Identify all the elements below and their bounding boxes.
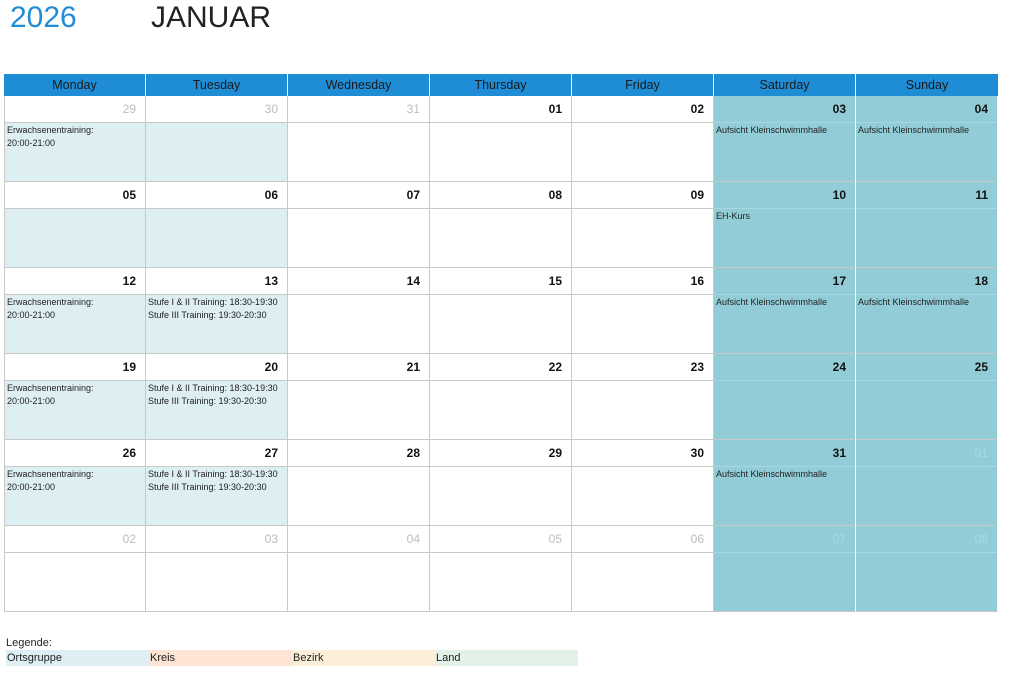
- day-events: Erwachsenentraining: 20:00-21:00: [5, 467, 145, 525]
- day-number: 27: [146, 440, 287, 467]
- day-events: [288, 295, 429, 353]
- day-events: [146, 553, 287, 611]
- calendar-day-cell[interactable]: [856, 268, 998, 354]
- day-events: [430, 295, 571, 353]
- day-events: [572, 381, 713, 439]
- day-number: 03: [714, 96, 855, 123]
- calendar-day-cell[interactable]: [714, 268, 856, 354]
- day-number: 29: [5, 96, 145, 123]
- calendar-day-cell[interactable]: [4, 182, 146, 268]
- calendar-day-cell[interactable]: [572, 268, 714, 354]
- day-number: 21: [288, 354, 429, 381]
- weekday-header: Friday: [572, 74, 714, 96]
- calendar-day-cell[interactable]: [146, 354, 288, 440]
- day-events: Aufsicht Kleinschwimmhalle: [856, 123, 997, 181]
- day-number: 06: [572, 526, 713, 553]
- calendar-week-row: [4, 268, 1004, 354]
- day-events: [146, 209, 287, 267]
- day-events: [430, 553, 571, 611]
- day-number: 07: [288, 182, 429, 209]
- day-number: 23: [572, 354, 713, 381]
- legend-item: Kreis: [149, 650, 292, 666]
- day-number: 20: [146, 354, 287, 381]
- day-events: [288, 381, 429, 439]
- calendar-day-cell[interactable]: [288, 182, 430, 268]
- day-number: 08: [856, 526, 997, 553]
- day-number: 30: [146, 96, 287, 123]
- day-events: [430, 467, 571, 525]
- day-events: [146, 123, 287, 181]
- day-events: Aufsicht Kleinschwimmhalle: [714, 295, 855, 353]
- calendar-day-cell[interactable]: [288, 354, 430, 440]
- day-events: [288, 123, 429, 181]
- calendar-day-cell[interactable]: [288, 268, 430, 354]
- day-number: 05: [5, 182, 145, 209]
- day-events: [572, 553, 713, 611]
- day-events: Erwachsenentraining: 20:00-21:00: [5, 295, 145, 353]
- day-number: 31: [288, 96, 429, 123]
- calendar-day-cell[interactable]: [856, 354, 998, 440]
- calendar-day-cell[interactable]: [430, 440, 572, 526]
- day-events: [714, 553, 855, 611]
- day-events: Erwachsenentraining: 20:00-21:00: [5, 123, 145, 181]
- day-events: [856, 467, 997, 525]
- legend-items: [6, 650, 578, 666]
- day-number: 04: [856, 96, 997, 123]
- calendar-day-cell[interactable]: [430, 526, 572, 612]
- day-events: [572, 295, 713, 353]
- day-events: Aufsicht Kleinschwimmhalle: [856, 295, 997, 353]
- day-number: 31: [714, 440, 855, 467]
- day-number: 12: [5, 268, 145, 295]
- day-number: 08: [430, 182, 571, 209]
- weekday-header: Saturday: [714, 74, 856, 96]
- calendar-day-cell[interactable]: [4, 354, 146, 440]
- calendar-day-cell[interactable]: [146, 268, 288, 354]
- calendar-day-cell[interactable]: [856, 96, 998, 182]
- day-events: Stufe I & II Training: 18:30-19:30 Stufe III Training: 19:30-20:30: [146, 381, 287, 439]
- legend-item: Bezirk: [292, 650, 435, 666]
- weekday-header: Thursday: [430, 74, 572, 96]
- legend-item: Ortsgruppe: [6, 650, 149, 666]
- calendar-day-cell[interactable]: [146, 526, 288, 612]
- calendar-week-row: [4, 526, 1004, 612]
- calendar-week-row: [4, 96, 1004, 182]
- day-events: [288, 467, 429, 525]
- calendar-day-cell[interactable]: [714, 354, 856, 440]
- calendar-day-cell[interactable]: [572, 440, 714, 526]
- day-events: Aufsicht Kleinschwimmhalle: [714, 123, 855, 181]
- calendar-day-cell[interactable]: [714, 440, 856, 526]
- day-number: 05: [430, 526, 571, 553]
- day-number: 19: [5, 354, 145, 381]
- calendar-day-cell[interactable]: [572, 182, 714, 268]
- day-number: 14: [288, 268, 429, 295]
- calendar-day-cell[interactable]: [714, 526, 856, 612]
- calendar-day-cell[interactable]: [856, 182, 998, 268]
- calendar-week-row: [4, 182, 1004, 268]
- day-number: 13: [146, 268, 287, 295]
- day-number: 25: [856, 354, 997, 381]
- day-number: 18: [856, 268, 997, 295]
- day-number: 16: [572, 268, 713, 295]
- day-number: 01: [430, 96, 571, 123]
- calendar-weeks: [4, 96, 1004, 612]
- calendar-day-cell[interactable]: [856, 440, 998, 526]
- day-events: [430, 123, 571, 181]
- day-events: [856, 209, 997, 267]
- day-number: 30: [572, 440, 713, 467]
- day-number: 22: [430, 354, 571, 381]
- day-events: [5, 209, 145, 267]
- calendar-day-cell[interactable]: [430, 268, 572, 354]
- calendar-day-cell[interactable]: [430, 354, 572, 440]
- calendar-day-cell[interactable]: [714, 96, 856, 182]
- day-number: 07: [714, 526, 855, 553]
- calendar-grid: [4, 74, 1004, 612]
- calendar-day-cell[interactable]: [856, 526, 998, 612]
- day-number: 10: [714, 182, 855, 209]
- calendar-week-row: [4, 440, 1004, 526]
- calendar-day-cell[interactable]: [288, 440, 430, 526]
- day-number: 01: [856, 440, 997, 467]
- calendar-day-cell[interactable]: [4, 440, 146, 526]
- day-number: 26: [5, 440, 145, 467]
- calendar-day-cell[interactable]: [288, 526, 430, 612]
- day-events: [430, 381, 571, 439]
- legend-title: Legende:: [6, 637, 52, 649]
- day-number: 06: [146, 182, 287, 209]
- calendar-day-cell[interactable]: [146, 182, 288, 268]
- page-header: [0, 0, 1024, 50]
- day-number: 09: [572, 182, 713, 209]
- weekday-header: Wednesday: [288, 74, 430, 96]
- calendar-week-row: [4, 354, 1004, 440]
- day-number: 02: [5, 526, 145, 553]
- year-title: 2026: [10, 1, 77, 34]
- calendar-day-cell[interactable]: [572, 526, 714, 612]
- day-events: [572, 123, 713, 181]
- day-events: [288, 209, 429, 267]
- calendar-day-cell[interactable]: [430, 96, 572, 182]
- day-events: EH-Kurs: [714, 209, 855, 267]
- day-number: 29: [430, 440, 571, 467]
- day-number: 24: [714, 354, 855, 381]
- weekday-header: Monday: [4, 74, 146, 96]
- legend-item: Land: [435, 650, 578, 666]
- calendar-day-cell[interactable]: [288, 96, 430, 182]
- calendar-day-cell[interactable]: [572, 354, 714, 440]
- weekday-header: Tuesday: [146, 74, 288, 96]
- weekday-header-row: [4, 74, 1004, 96]
- day-events: Erwachsenentraining: 20:00-21:00: [5, 381, 145, 439]
- day-events: Stufe I & II Training: 18:30-19:30 Stufe III Training: 19:30-20:30: [146, 295, 287, 353]
- day-events: Stufe I & II Training: 18:30-19:30 Stufe III Training: 19:30-20:30: [146, 467, 287, 525]
- day-events: [714, 381, 855, 439]
- weekday-header: Sunday: [856, 74, 998, 96]
- day-number: 02: [572, 96, 713, 123]
- day-events: [856, 381, 997, 439]
- calendar-day-cell[interactable]: [146, 440, 288, 526]
- calendar-day-cell[interactable]: [4, 96, 146, 182]
- day-number: 04: [288, 526, 429, 553]
- day-events: [430, 209, 571, 267]
- day-number: 03: [146, 526, 287, 553]
- calendar-day-cell[interactable]: [146, 96, 288, 182]
- day-events: [856, 553, 997, 611]
- calendar-day-cell[interactable]: [572, 96, 714, 182]
- day-events: [5, 553, 145, 611]
- day-events: [572, 467, 713, 525]
- legend: [6, 636, 578, 666]
- day-number: 11: [856, 182, 997, 209]
- day-number: 15: [430, 268, 571, 295]
- calendar-day-cell[interactable]: [4, 268, 146, 354]
- month-title: JANUAR: [151, 1, 272, 34]
- calendar-day-cell[interactable]: [430, 182, 572, 268]
- day-events: Aufsicht Kleinschwimmhalle: [714, 467, 855, 525]
- day-events: [288, 553, 429, 611]
- calendar-day-cell[interactable]: [4, 526, 146, 612]
- calendar-day-cell[interactable]: [714, 182, 856, 268]
- day-events: [572, 209, 713, 267]
- day-number: 28: [288, 440, 429, 467]
- day-number: 17: [714, 268, 855, 295]
